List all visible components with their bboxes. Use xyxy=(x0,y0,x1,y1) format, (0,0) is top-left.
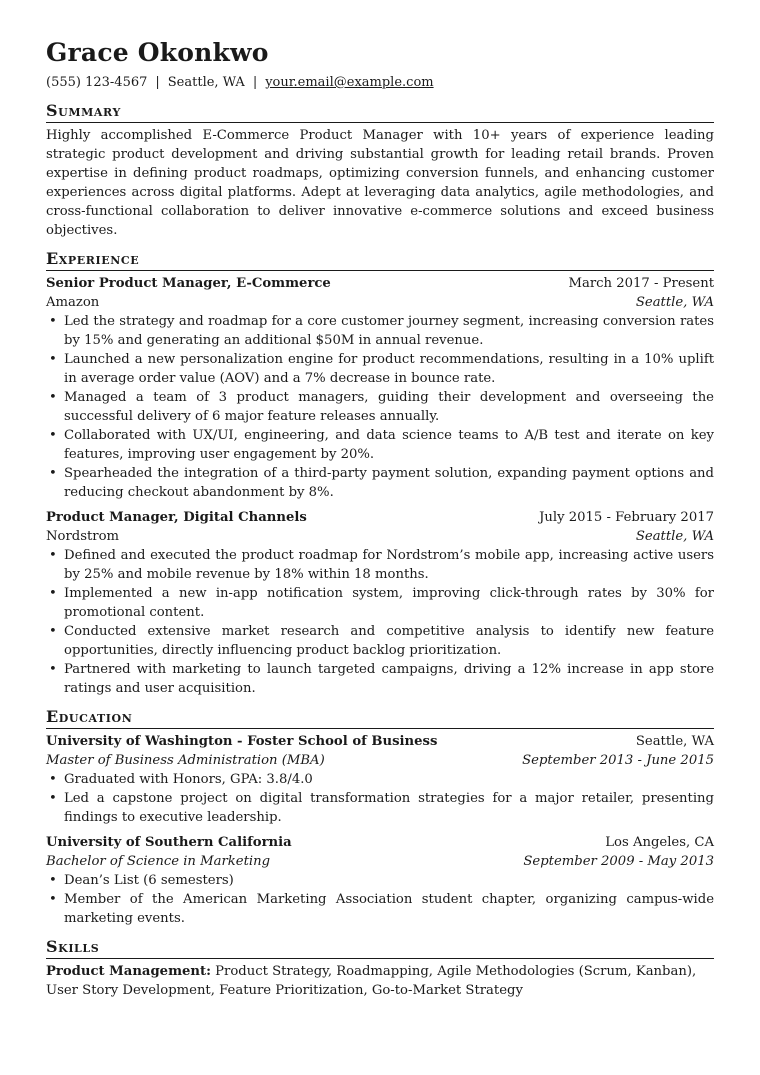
section-title-education: Education xyxy=(46,707,714,729)
contact-line xyxy=(46,74,714,92)
job-title: Product Manager, Digital Channels xyxy=(46,510,307,525)
location: Seattle, WA xyxy=(167,75,245,90)
experience-section xyxy=(46,249,714,698)
school-location: Seattle, WA xyxy=(635,734,714,749)
bullet-item: • Led the strategy and roadmap for a core customer journey segment, increasing conversion rates by 15% and generating an additional $50M in annual revenue. xyxy=(64,312,714,350)
job-location: Seattle, WA xyxy=(635,295,714,310)
school-location: Los Angeles, CA xyxy=(605,835,714,850)
job-entry xyxy=(46,274,714,502)
job-bullets xyxy=(46,312,714,502)
bullet-item: • Led a capstone project on digital transformation strategies for a major retailer, presenting findings to executive leadership. xyxy=(64,789,714,827)
company-name: Amazon xyxy=(46,295,100,310)
bullet-item: • Spearheaded the integration of a third-party payment solution, expanding payment options and reducing checkout abandonment by 8%. xyxy=(64,464,714,502)
school-entry xyxy=(46,732,714,827)
bullet-item: • Launched a new personalization engine for product recommendations, resulting in a 10% uplift in average order value (AOV) and a 7% decrease in bounce rate. xyxy=(64,350,714,388)
school-dates: September 2009 - May 2013 xyxy=(523,854,714,869)
bullet-item: • Dean’s List (6 semesters) xyxy=(64,871,714,890)
email-link[interactable]: your.email@example.com xyxy=(265,75,434,90)
bullet-item: • Defined and executed the product roadmap for Nordstrom’s mobile app, increasing active users by 25% and mobile revenue by 18% within 18 months. xyxy=(64,546,714,584)
job-bullets xyxy=(46,546,714,698)
skills-line xyxy=(46,962,714,1000)
job-dates: July 2015 - February 2017 xyxy=(539,510,714,525)
school-dates: September 2013 - June 2015 xyxy=(522,753,714,768)
school-name: University of Washington - Foster School of Business xyxy=(46,734,438,749)
phone-number: (555) 123-4567 xyxy=(46,75,148,90)
school-bullets xyxy=(46,770,714,827)
company-name: Nordstrom xyxy=(46,529,120,544)
skills-category: Product Management: xyxy=(46,964,211,979)
school-entry xyxy=(46,833,714,928)
bullet-item: • Conducted extensive market research and competitive analysis to identify new feature opportunities, directly influencing product backlog prioritization. xyxy=(64,622,714,660)
bullet-item: • Graduated with Honors, GPA: 3.8/4.0 xyxy=(64,770,714,789)
degree: Master of Business Administration (MBA) xyxy=(46,753,325,768)
school-name: University of Southern California xyxy=(46,835,292,850)
job-title: Senior Product Manager, E-Commerce xyxy=(46,276,331,291)
education-section xyxy=(46,707,714,928)
candidate-name: Grace Okonkwo xyxy=(46,38,269,67)
summary-text: Highly accomplished E-Commerce Product Manager with 10+ years of experience leading strategic product development and driving substantial growth for leading retail brands. Proven expertise in defining product roadmaps, optimizing conversion funnels, and enhancing customer experiences across digital platforms. Adept at leveraging data analytics, agile methodologies, and cross-functional collaboration to deliver innovative e-commerce solutions and exceed business objectives. xyxy=(46,128,714,238)
job-dates: March 2017 - Present xyxy=(568,276,714,291)
section-title-experience: Experience xyxy=(46,249,714,271)
job-location: Seattle, WA xyxy=(635,529,714,544)
summary-section xyxy=(46,101,714,240)
bullet-item: • Collaborated with UX/UI, engineering, and data science teams to A/B test and iterate on key features, improving user engagement by 20%. xyxy=(64,426,714,464)
skills-section xyxy=(46,937,714,1000)
bullet-item: • Implemented a new in-app notification system, improving click-through rates by 30% for promotional content. xyxy=(64,584,714,622)
job-entry xyxy=(46,508,714,698)
bullet-item: • Member of the American Marketing Association student chapter, organizing campus-wide marketing events. xyxy=(64,890,714,928)
bullet-item: • Managed a team of 3 product managers, guiding their development and overseeing the successful delivery of 6 major feature releases annually. xyxy=(64,388,714,426)
separator: | xyxy=(252,75,258,90)
separator: | xyxy=(155,75,160,90)
section-title-skills: Skills xyxy=(46,937,714,959)
school-bullets xyxy=(46,871,714,928)
skills-list: Product Strategy, Roadmapping, Agile Methodologies (Scrum, Kanban), User Story Development, Feature Prioritization, Go-to-Market Strategy xyxy=(46,964,697,998)
degree: Bachelor of Science in Marketing xyxy=(46,854,271,869)
section-title-summary: Summary xyxy=(46,101,714,123)
bullet-item: • Partnered with marketing to launch targeted campaigns, driving a 12% increase in app store ratings and user acquisition. xyxy=(64,660,714,698)
